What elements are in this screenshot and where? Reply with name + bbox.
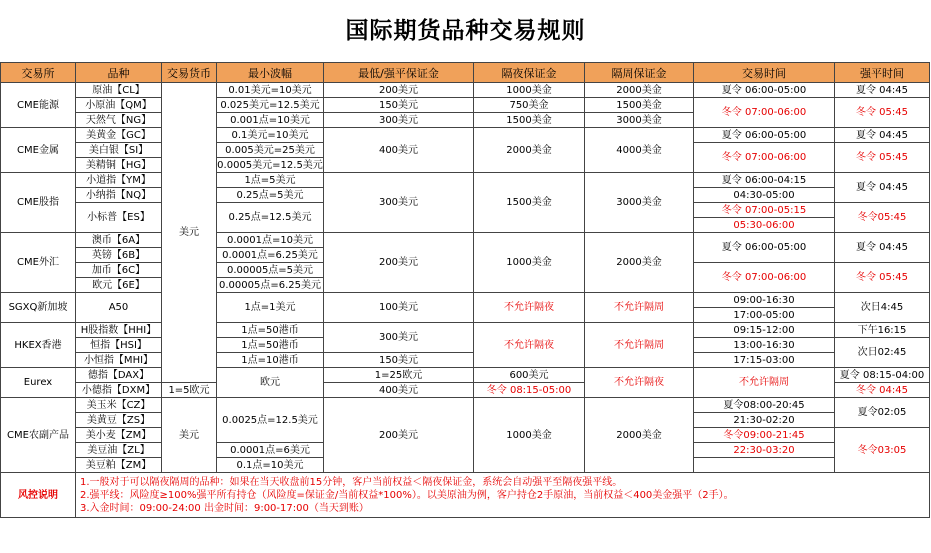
overnight-cell: 不允许隔夜 bbox=[474, 323, 585, 368]
product-cell: 德指【DAX】 bbox=[76, 368, 162, 383]
time-cell: 冬令 07:00-06:00 bbox=[694, 98, 835, 128]
tick-cell: 1点=1美元 bbox=[217, 293, 324, 323]
tick-cell: 0.00005点=6.25美元 bbox=[217, 278, 324, 293]
exchange-cell: CME股指 bbox=[1, 173, 76, 233]
tick-cell: 1=5欧元 bbox=[162, 383, 217, 398]
exchange-cell: CME外汇 bbox=[1, 233, 76, 293]
overnight-cell: 1500美金 bbox=[474, 173, 585, 233]
tick-cell: 0.0001点=6美元 bbox=[217, 443, 324, 458]
product-cell: H股指数【HHI】 bbox=[76, 323, 162, 338]
header-exchange: 交易所 bbox=[1, 63, 76, 83]
overnight-cell: 750美金 bbox=[474, 98, 585, 113]
overnight-cell: 1000美金 bbox=[474, 233, 585, 293]
tick-cell: 0.0025点=12.5美元 bbox=[217, 398, 324, 443]
time-cell: 21:30-02:20 bbox=[694, 413, 835, 428]
product-cell: 欧元【6E】 bbox=[76, 278, 162, 293]
header-product: 品种 bbox=[76, 63, 162, 83]
weekly-cell: 不允许隔周 bbox=[694, 368, 835, 398]
tick-cell: 0.005美元=25美元 bbox=[217, 143, 324, 158]
close-cell: 夏令 04:45 bbox=[835, 233, 930, 263]
product-cell: A50 bbox=[76, 293, 162, 323]
risk-label: 风控说明 bbox=[1, 473, 76, 518]
weekly-cell: 1500美金 bbox=[585, 98, 694, 113]
time-cell: 冬令 07:00-06:00 bbox=[694, 143, 835, 173]
time-cell: 夏令 06:00-05:00 bbox=[694, 233, 835, 263]
product-cell: 小道指【YM】 bbox=[76, 173, 162, 188]
table-row bbox=[1, 128, 930, 143]
tick-cell: 1点=5美元 bbox=[217, 173, 324, 188]
product-cell: 美豆油【ZL】 bbox=[76, 443, 162, 458]
overnight-cell: 1000美金 bbox=[474, 83, 585, 98]
min-margin-cell: 150美元 bbox=[324, 353, 474, 368]
tick-cell: 0.1美元=10美元 bbox=[217, 128, 324, 143]
time-cell: 夏令 06:00-05:00 bbox=[694, 128, 835, 143]
header-trading-time: 交易时间 bbox=[694, 63, 835, 83]
min-margin-cell: 300美元 bbox=[324, 323, 474, 353]
overnight-cell: 1500美金 bbox=[474, 113, 585, 128]
product-cell: 小纳指【NQ】 bbox=[76, 188, 162, 203]
tick-cell: 0.0001点=10美元 bbox=[217, 233, 324, 248]
min-margin-cell: 150美元 bbox=[324, 98, 474, 113]
header-currency: 交易货币 bbox=[162, 63, 217, 83]
product-cell: 恒指【HSI】 bbox=[76, 338, 162, 353]
header-min-margin: 最低/强平保证金 bbox=[324, 63, 474, 83]
min-margin-cell: 300美元 bbox=[324, 113, 474, 128]
min-margin-cell: 100美元 bbox=[324, 293, 474, 323]
overnight-cell: 1000美金 bbox=[474, 398, 585, 473]
table-row bbox=[1, 173, 930, 188]
product-cell: 美精铜【HG】 bbox=[76, 158, 162, 173]
time-cell: 09:00-16:30 bbox=[694, 293, 835, 308]
tick-cell: 0.00005点=5美元 bbox=[217, 263, 324, 278]
risk-text bbox=[76, 473, 930, 518]
header-row bbox=[1, 63, 930, 83]
weekly-cell: 3000美金 bbox=[585, 173, 694, 233]
tick-cell: 0.025美元=12.5美元 bbox=[217, 98, 324, 113]
header-close-time: 强平时间 bbox=[835, 63, 930, 83]
tick-cell: 0.001点=10美元 bbox=[217, 113, 324, 128]
rules-table bbox=[0, 62, 930, 518]
table-row bbox=[1, 323, 930, 338]
tick-cell: 0.0001点=6.25美元 bbox=[217, 248, 324, 263]
exchange-cell: CME能源 bbox=[1, 83, 76, 128]
weekly-cell: 4000美金 bbox=[585, 128, 694, 173]
close-cell: 冬令 05:45 bbox=[835, 98, 930, 128]
weekly-cell: 2000美金 bbox=[585, 233, 694, 293]
table-row bbox=[1, 83, 930, 98]
product-cell: 美黄豆【ZS】 bbox=[76, 413, 162, 428]
tick-cell: 0.0005美元=12.5美元 bbox=[217, 159, 323, 171]
table-row bbox=[1, 398, 930, 413]
time-cell bbox=[694, 458, 835, 473]
overnight-cell: 不允许隔夜 bbox=[585, 368, 694, 398]
time-cell: 冬令 07:00-06:00 bbox=[694, 263, 835, 293]
close-cell: 夏令 04:45 bbox=[835, 83, 930, 98]
exchange-cell: HKEX香港 bbox=[1, 323, 76, 368]
min-margin-cell: 600美元 bbox=[474, 368, 585, 383]
time-cell: 04:30-05:00 bbox=[694, 188, 835, 203]
risk-line-2: 2.强平线：风险度≥100%强平所有持仓（风险度=保证金/当前权益*100%）。以美原油为例，客户持仓2手原油，当前权益＜400美金强平（2手）。 bbox=[80, 489, 734, 501]
product-cell: 天然气【NG】 bbox=[76, 113, 162, 128]
tick-cell: 1=25欧元 bbox=[324, 368, 474, 383]
close-cell: 次日4:45 bbox=[835, 293, 930, 323]
risk-row bbox=[1, 473, 930, 518]
min-margin-cell: 200美元 bbox=[324, 398, 474, 473]
product-cell: 美白银【SI】 bbox=[76, 143, 162, 158]
close-cell: 冬令 04:45 bbox=[835, 383, 930, 398]
time-cell: 13:00-16:30 bbox=[694, 338, 835, 353]
page-title: 国际期货品种交易规则 bbox=[345, 18, 586, 44]
min-margin-cell: 300美元 bbox=[324, 173, 474, 233]
time-cell: 09:15-12:00 bbox=[694, 323, 835, 338]
product-cell: 小德指【DXM】 bbox=[76, 383, 162, 398]
currency-cell: 欧元 bbox=[217, 368, 324, 398]
min-margin-cell: 400美元 bbox=[324, 128, 474, 173]
risk-line-1: 1.一般对于可以隔夜隔周的品种：如果在当天收盘前15分钟，客户当前权益＜隔夜保证金，系统会自动强平至隔夜强平线。 bbox=[80, 476, 623, 488]
overnight-cell: 不允许隔夜 bbox=[474, 293, 585, 323]
close-cell: 冬令03:05 bbox=[835, 428, 930, 473]
close-cell: 夏令 04:45 bbox=[835, 173, 930, 203]
close-cell: 冬令05:45 bbox=[835, 203, 930, 233]
product-cell: 小原油【QM】 bbox=[76, 98, 162, 113]
risk-line-3: 3.入金时间：09:00-24:00 出金时间：9:00-17:00（当天到账） bbox=[80, 502, 369, 514]
time-cell: 夏令 08:15-04:00 bbox=[835, 368, 930, 383]
time-cell: 17:15-03:00 bbox=[694, 353, 835, 368]
product-cell: 英镑【6B】 bbox=[76, 248, 162, 263]
tick-cell: 0.1点=10美元 bbox=[217, 458, 324, 473]
tick-cell: 1点=10港币 bbox=[217, 353, 324, 368]
currency-cell: 美元 bbox=[162, 398, 217, 473]
currency-cell: 美元 bbox=[162, 83, 217, 383]
time-cell: 冬令 07:00-05:15 bbox=[694, 203, 835, 218]
time-cell: 05:30-06:00 bbox=[694, 218, 835, 233]
table-row bbox=[1, 353, 930, 368]
time-cell: 夏令 06:00-04:15 bbox=[694, 173, 835, 188]
table-row bbox=[1, 293, 930, 308]
weekly-cell: 2000美金 bbox=[585, 398, 694, 473]
product-cell: 美黄金【GC】 bbox=[76, 128, 162, 143]
min-margin-cell: 200美元 bbox=[324, 83, 474, 98]
time-cell: 冬令09:00-21:45 bbox=[694, 428, 835, 443]
close-cell: 冬令 05:45 bbox=[835, 263, 930, 293]
product-cell: 美小麦【ZM】 bbox=[76, 428, 162, 443]
exchange-cell: CME农副产品 bbox=[1, 398, 76, 473]
table-row bbox=[1, 233, 930, 248]
header-tick: 最小波幅 bbox=[217, 63, 324, 83]
table-row bbox=[1, 98, 930, 113]
close-cell: 次日02:45 bbox=[835, 338, 930, 368]
exchange-cell: Eurex bbox=[1, 368, 76, 398]
min-margin-cell: 400美元 bbox=[324, 383, 474, 398]
header-overnight: 隔夜保证金 bbox=[474, 63, 585, 83]
product-cell: 原油【CL】 bbox=[76, 83, 162, 98]
close-cell: 夏令 04:45 bbox=[835, 128, 930, 143]
min-margin-cell: 200美元 bbox=[324, 233, 474, 293]
overnight-cell: 2000美金 bbox=[474, 128, 585, 173]
product-cell: 澳币【6A】 bbox=[76, 233, 162, 248]
tick-cell: 1点=50港币 bbox=[217, 338, 324, 353]
time-cell: 夏令 06:00-05:00 bbox=[694, 83, 835, 98]
header-weekly: 隔周保证金 bbox=[585, 63, 694, 83]
product-cell: 小标普【ES】 bbox=[76, 203, 162, 233]
weekly-cell: 不允许隔周 bbox=[585, 323, 694, 368]
weekly-cell: 不允许隔周 bbox=[585, 293, 694, 323]
exchange-cell: CME金属 bbox=[1, 128, 76, 173]
time-cell: 17:00-05:00 bbox=[694, 308, 835, 323]
time-cell: 冬令 08:15-05:00 bbox=[474, 383, 585, 398]
close-cell: 夏令02:05 bbox=[835, 398, 930, 428]
table-row bbox=[1, 368, 930, 383]
tick-cell: 0.25点=5美元 bbox=[217, 188, 324, 203]
tick-cell: 0.01美元=10美元 bbox=[217, 83, 324, 98]
exchange-cell: SGXQ新加坡 bbox=[1, 293, 76, 323]
product-cell: 小恒指【MHI】 bbox=[76, 353, 162, 368]
product-cell: 加币【6C】 bbox=[76, 263, 162, 278]
close-cell: 冬令 05:45 bbox=[835, 143, 930, 173]
close-cell: 下午16:15 bbox=[835, 323, 930, 338]
time-cell: 夏令08:00-20:45 bbox=[694, 398, 835, 413]
tick-cell: 1点=50港币 bbox=[217, 323, 324, 338]
weekly-cell: 3000美金 bbox=[585, 113, 694, 128]
time-cell: 22:30-03:20 bbox=[694, 443, 835, 458]
tick-cell: 0.25点=12.5美元 bbox=[217, 203, 324, 233]
weekly-cell: 2000美金 bbox=[585, 83, 694, 98]
product-cell: 美玉米【CZ】 bbox=[76, 398, 162, 413]
product-cell: 美豆粕【ZM】 bbox=[76, 458, 162, 473]
